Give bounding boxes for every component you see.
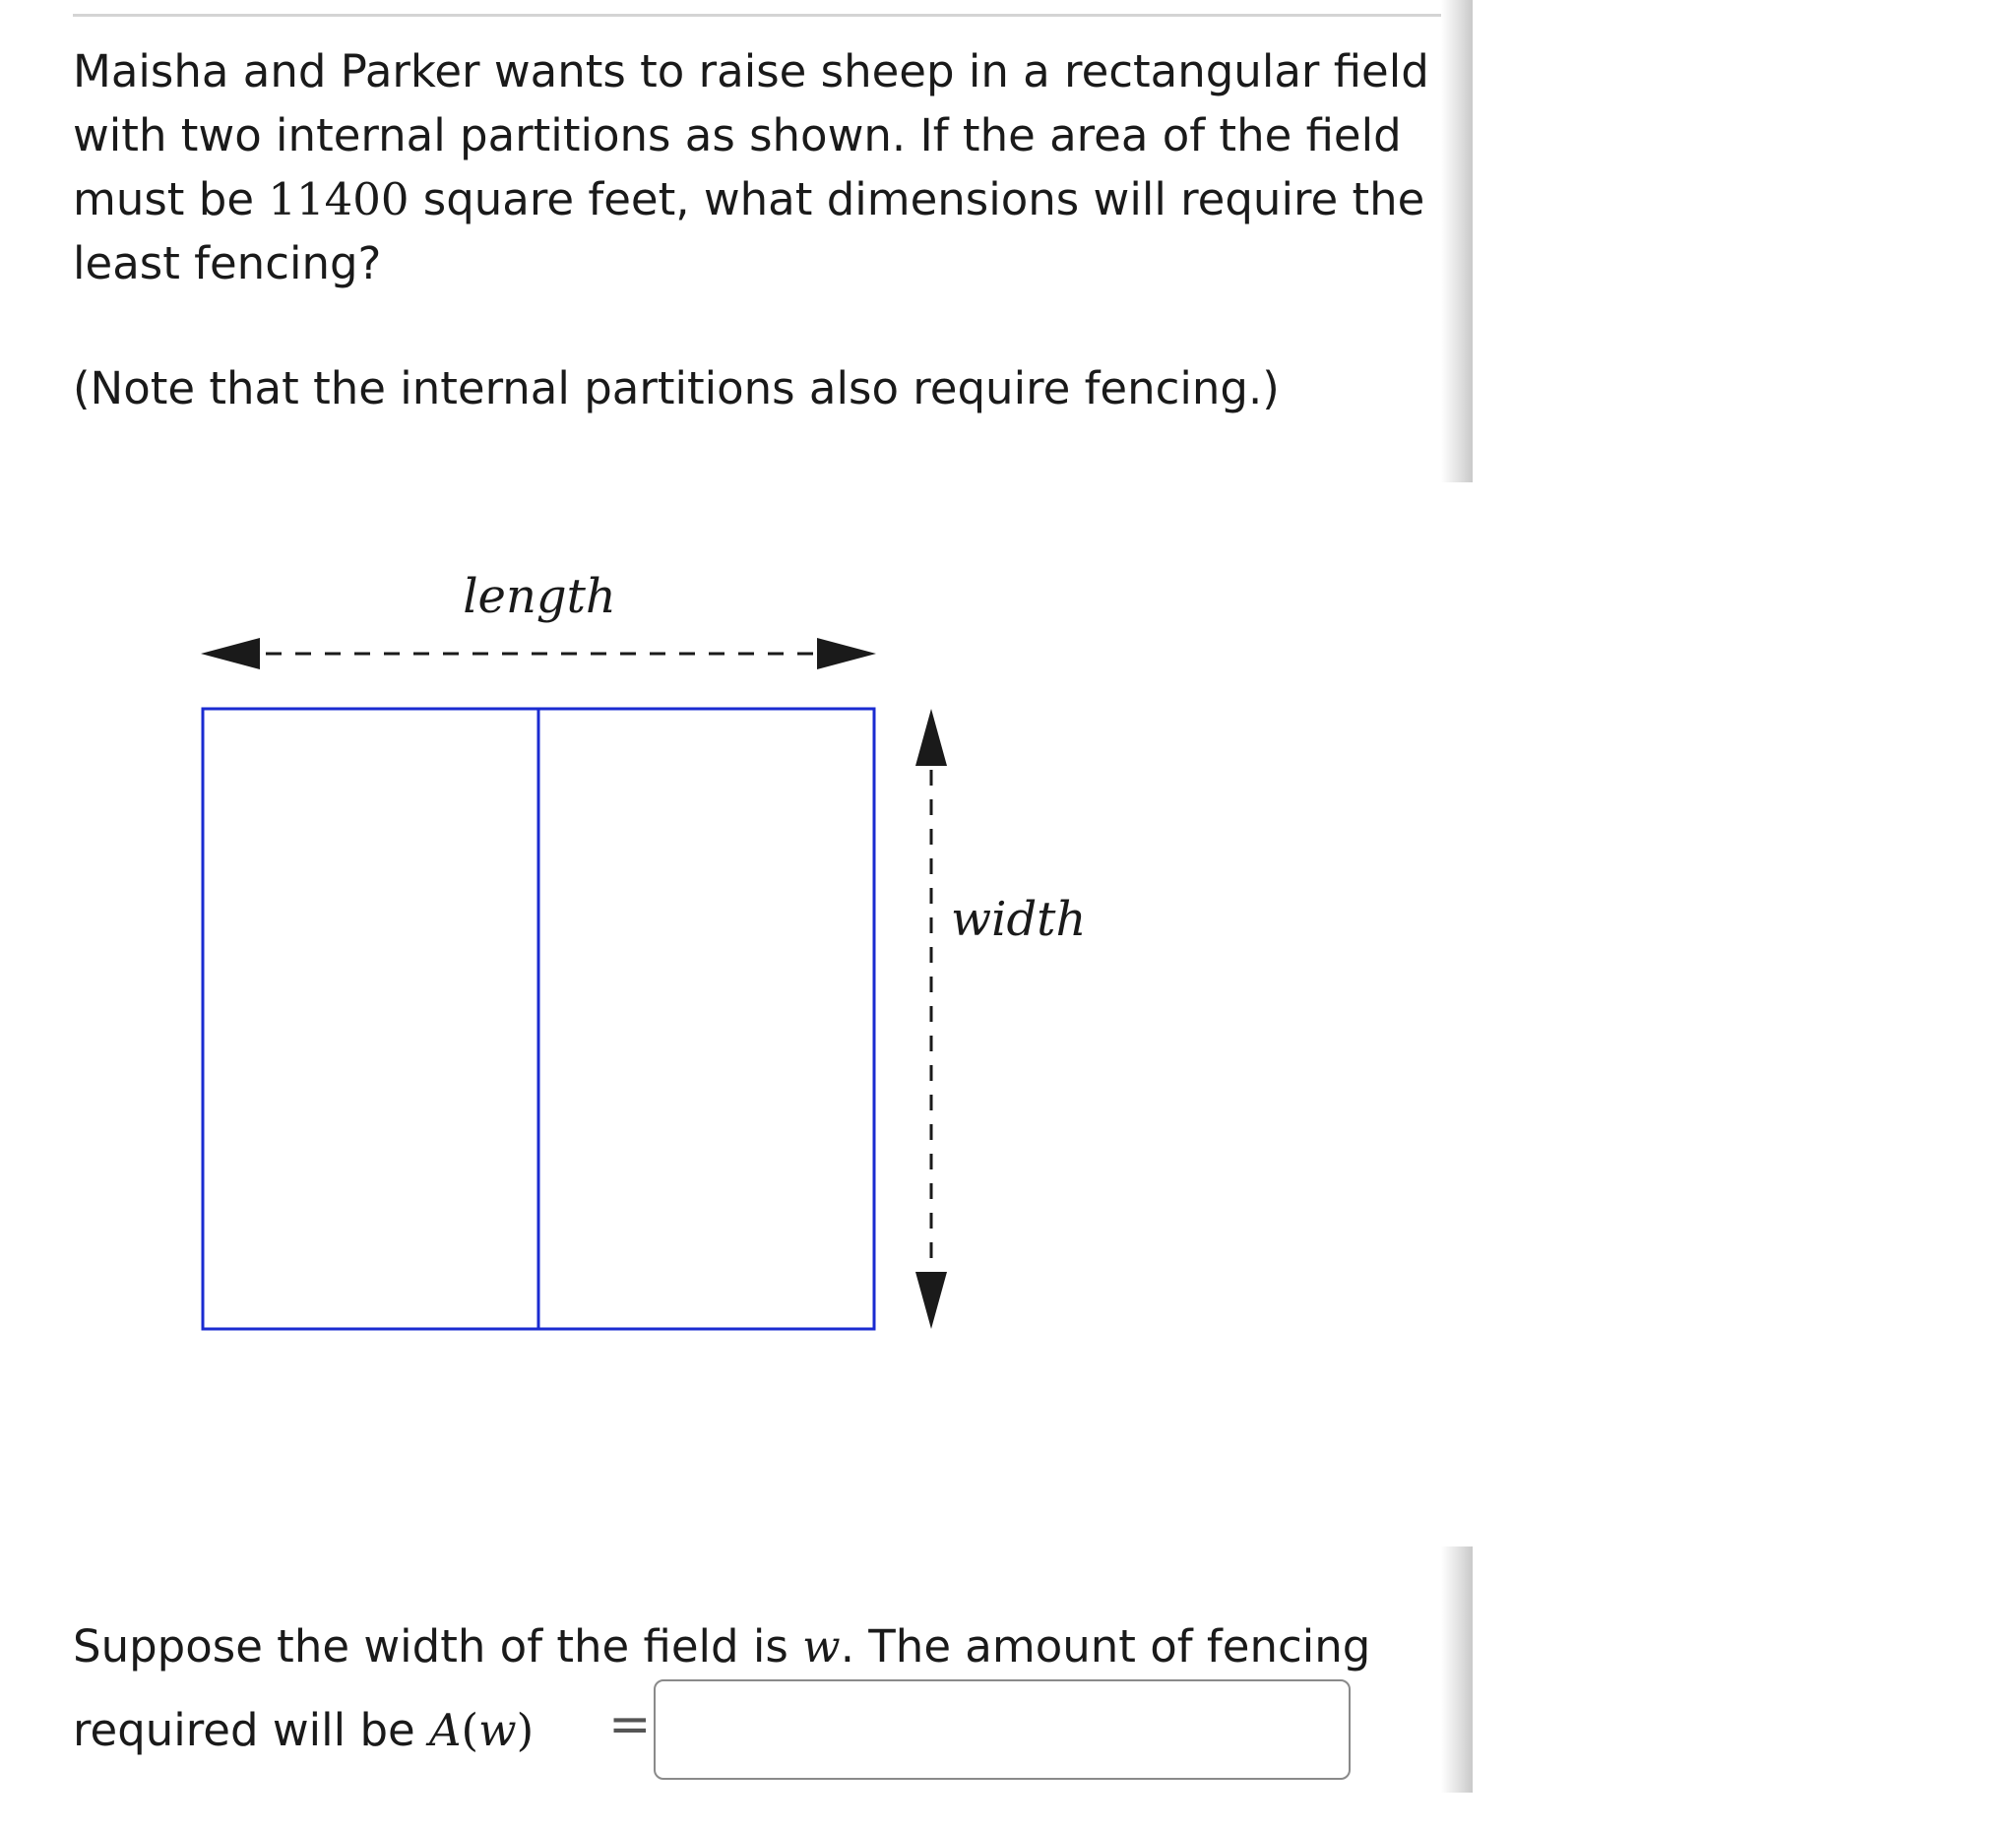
equals-sign: = xyxy=(608,1695,652,1754)
var-w: w xyxy=(802,1620,841,1672)
field-diagram xyxy=(0,551,1181,1358)
scroll-edge-shadow-top xyxy=(1441,0,1473,482)
left-arrowhead-icon xyxy=(201,638,260,669)
length-label: length xyxy=(463,569,616,624)
prompt-line1-start: Suppose the width of the field is xyxy=(73,1620,803,1672)
prompt-line2-start: required will be xyxy=(73,1704,430,1756)
up-arrowhead-icon xyxy=(915,709,947,766)
question-part2: square feet, what dimensions will require the least fencing? xyxy=(73,173,1425,289)
down-arrowhead-icon xyxy=(915,1272,947,1329)
field xyxy=(203,709,874,1329)
func-name: A xyxy=(429,1704,462,1756)
question-text xyxy=(73,39,1441,295)
func-var: w xyxy=(478,1704,517,1756)
width-arrow xyxy=(915,709,947,1329)
length-arrow xyxy=(201,638,876,669)
width-label: width xyxy=(951,892,1087,947)
right-arrowhead-icon xyxy=(817,638,876,669)
question-part1: Maisha and Parker wants to raise sheep in a rectangular field with two internal partitions as shown. If the area of the field must be xyxy=(73,45,1429,225)
note-text: (Note that the internal partitions also require fencing.) xyxy=(73,362,1280,414)
func-open: ( xyxy=(461,1704,479,1756)
top-divider xyxy=(73,14,1441,17)
fencing-answer-input[interactable] xyxy=(654,1679,1351,1780)
prompt-line1-end: . The amount of fencing xyxy=(840,1620,1371,1672)
func-close: ) xyxy=(516,1704,535,1756)
area-value: 11400 xyxy=(268,173,410,225)
